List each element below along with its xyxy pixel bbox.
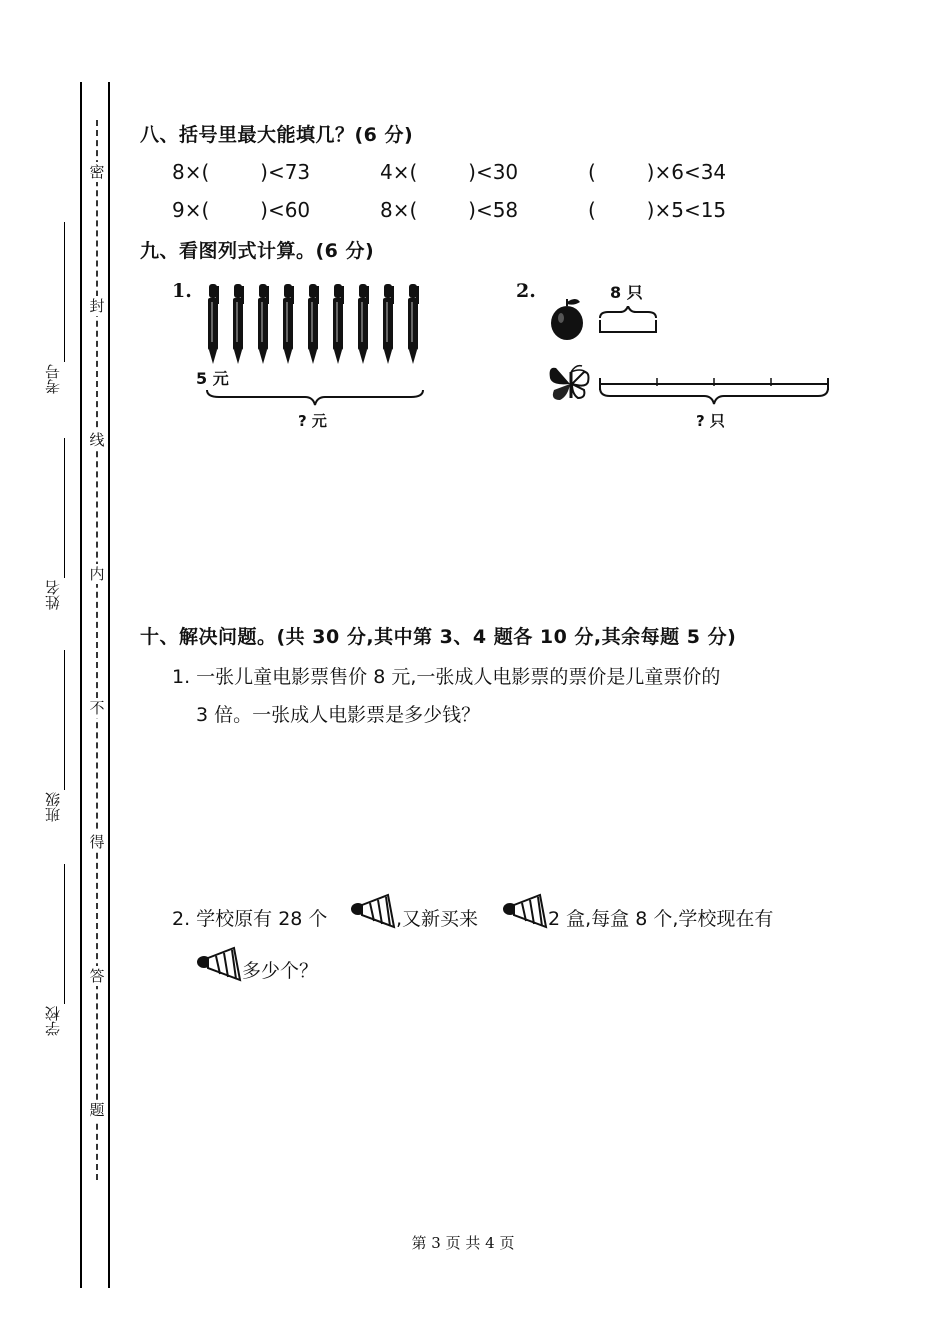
exam-number-field[interactable] — [64, 222, 65, 362]
page-footer: 第 3 页 共 4 页 — [411, 1234, 515, 1252]
q10-2-part2: ,又新买来 — [396, 908, 479, 930]
pen-icon — [231, 282, 245, 366]
ineq-2-3: ( )×5<15 — [588, 198, 727, 222]
ineq-1-1: 8×( )<73 — [172, 160, 311, 184]
q9-2-top-brace — [598, 306, 660, 336]
q10-1-line2: 3 倍。一张成人电影票是多少钱？ — [196, 704, 481, 726]
seal-char-5: 不 — [89, 699, 105, 717]
pen-icon — [256, 282, 270, 366]
pen-icon — [281, 282, 295, 366]
q10-2-part3: 2 盒,每盒 8 个,学校现在有 — [548, 908, 774, 930]
pen-icon — [381, 282, 395, 366]
shuttlecock-icon-3 — [196, 946, 242, 986]
seal-dash-line — [96, 120, 98, 1180]
ineq-2-1: 9×( )<60 — [172, 198, 311, 222]
name-label: 姓名 — [44, 580, 62, 610]
pen-icon — [406, 282, 420, 366]
q9-2-total-label: ? 只 — [696, 412, 725, 430]
apple-icon — [548, 296, 586, 342]
q9-2-top-label: 8 只 — [610, 283, 643, 302]
q10-1-line1: 1. 一张儿童电影票售价 8 元,一张成人电影票的票价是儿童票价的 — [172, 666, 721, 688]
pen-icon — [356, 282, 370, 366]
ineq-2-2: 8×( )<58 — [380, 198, 519, 222]
pen-icon — [331, 282, 345, 366]
seal-char-2: 封 — [89, 297, 105, 315]
shuttlecock-icon-2 — [502, 893, 548, 933]
q9-1-total-brace — [205, 388, 425, 410]
butterfly-icon — [546, 362, 596, 406]
q9-1-price-label: 5 元 — [196, 369, 229, 388]
q9-1-total-label: ? 元 — [298, 412, 327, 430]
q9-1-number: 1. — [172, 280, 192, 302]
seal-char-8: 题 — [89, 1101, 105, 1119]
seal-char-6: 得 — [89, 833, 105, 851]
ineq-1-3: ( )×6<34 — [588, 160, 727, 184]
binding-line-outer — [80, 82, 82, 1288]
ineq-1-2: 4×( )<30 — [380, 160, 519, 184]
section-8-title: 八、括号里最大能填几？(6 分) — [140, 124, 414, 146]
section-9-title: 九、看图列式计算。(6 分) — [140, 240, 375, 262]
shuttlecock-icon-1 — [350, 893, 396, 933]
school-field[interactable] — [64, 864, 65, 1004]
q9-2-segment-line — [598, 372, 832, 406]
exam-number-label: 考号 — [44, 364, 62, 394]
school-label: 学校 — [44, 1006, 62, 1036]
seal-char-4: 内 — [89, 565, 105, 583]
seal-char-7: 答 — [89, 967, 105, 985]
class-field[interactable] — [64, 650, 65, 790]
seal-char-1: 密 — [89, 163, 105, 181]
pen-icon — [306, 282, 320, 366]
binding-line-inner — [108, 82, 110, 1288]
q10-2-part1: 2. 学校原有 28 个 — [172, 908, 328, 930]
class-label: 班级 — [44, 792, 62, 822]
q10-2-part4: 多少个？ — [242, 960, 319, 982]
q9-2-number: 2. — [516, 280, 536, 302]
section-10-title: 十、解决问题。(共 30 分,其中第 3、4 题各 10 分,其余每题 5 分) — [140, 626, 737, 648]
name-field[interactable] — [64, 438, 65, 578]
pen-icon — [206, 282, 220, 366]
seal-char-3: 线 — [89, 431, 105, 449]
